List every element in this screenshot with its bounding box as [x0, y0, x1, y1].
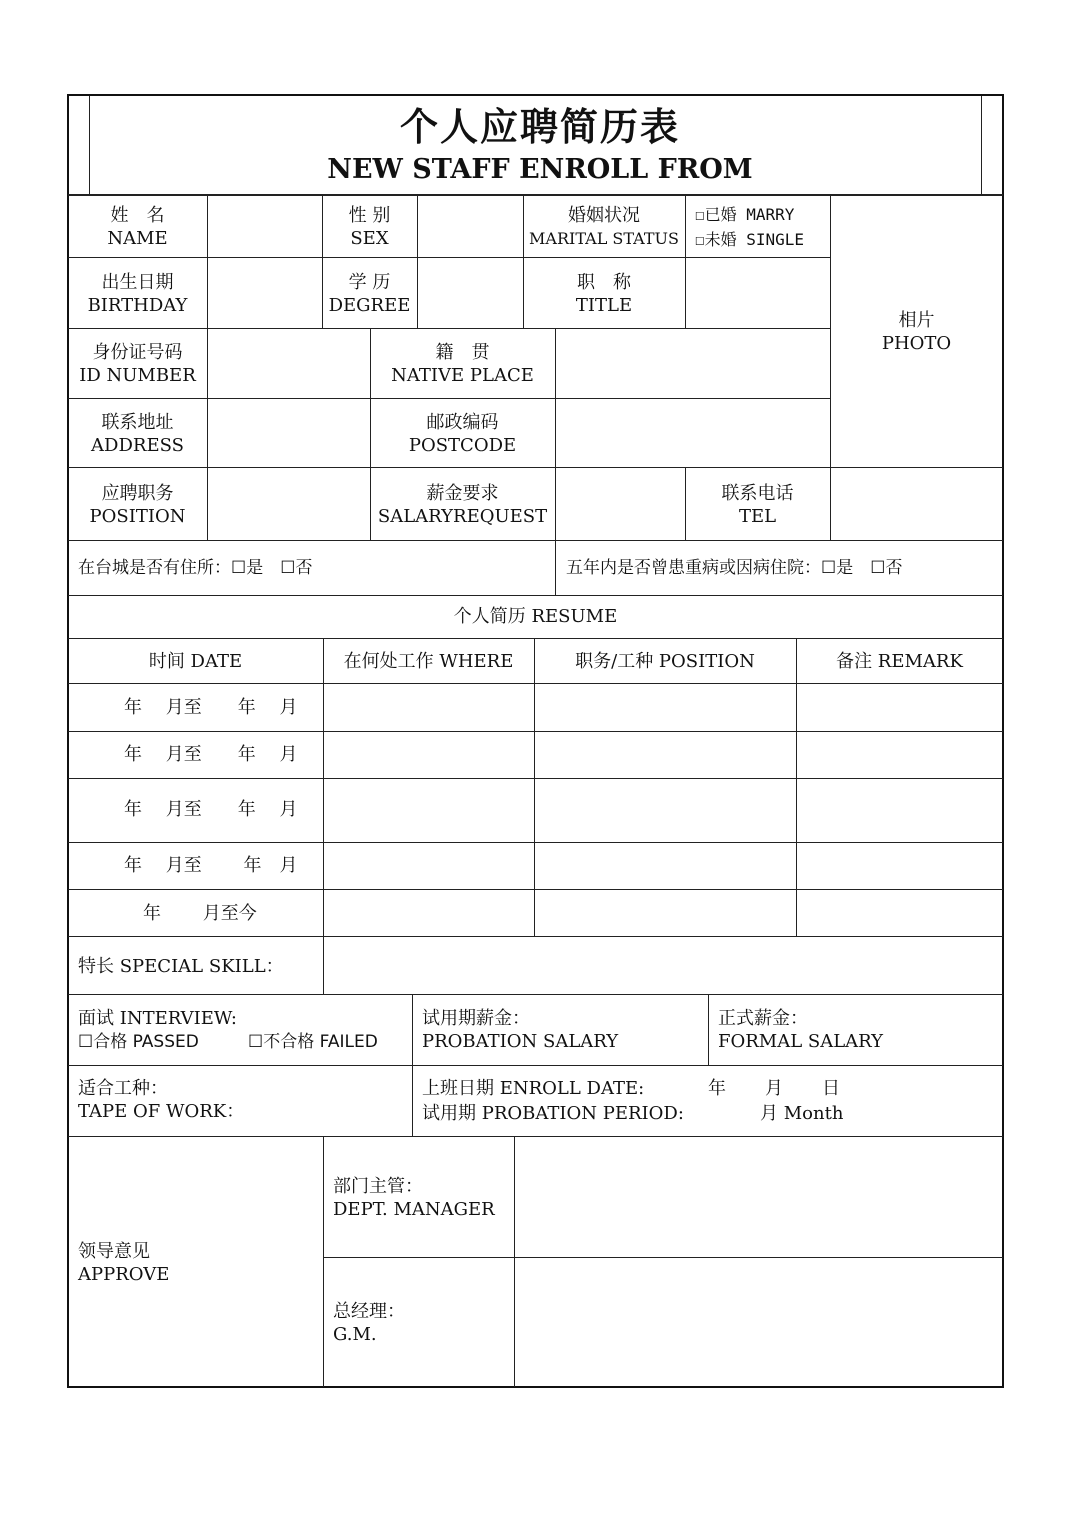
rule-r3	[68, 398, 830, 399]
rule-r17	[323, 1257, 1003, 1258]
name-label: 姓 名 NAME	[107, 205, 168, 249]
rule-r14	[68, 994, 1003, 995]
probation-salary-label: 试用期薪金： PROBATION SALARY	[422, 1008, 619, 1052]
native-place-label: 籍 贯 NATIVE PLACE	[391, 342, 534, 386]
resume-col-where: 在何处工作 WHERE	[343, 651, 514, 672]
vrule-m	[412, 994, 413, 1136]
title-label: 职 称 TITLE	[575, 272, 633, 316]
rule-r2	[68, 328, 830, 329]
rule-r13	[68, 936, 1003, 937]
resume-row-date: 年 月至 年 月	[124, 697, 298, 718]
rule-r4	[68, 467, 1003, 468]
sex-label: 性 别 SEX	[348, 205, 391, 249]
formal-salary-label: 正式薪金： FORMAL SALARY	[718, 1008, 884, 1052]
residence-question[interactable]: 在台城是否有住所：☐是 ☐否	[78, 558, 313, 578]
birthday-label: 出生日期 BIRTHDAY	[87, 272, 188, 316]
rule-r12	[68, 889, 1003, 890]
dept-manager-label: 部门主管： DEPT. MANAGER	[333, 1176, 495, 1220]
vrule-n	[708, 994, 709, 1065]
rule-header	[68, 194, 1003, 196]
photo-label: 相片 PHOTO	[881, 310, 952, 354]
resume-col-date: 时间 DATE	[148, 651, 243, 672]
id-number-label: 身份证号码 ID NUMBER	[79, 342, 196, 386]
rule-r1	[68, 257, 830, 258]
enroll-day: 日	[822, 1078, 840, 1099]
enroll-year: 年	[708, 1078, 726, 1099]
vrule-f	[830, 195, 831, 540]
rule-r8	[68, 683, 1003, 684]
position-label: 应聘职务 POSITION	[89, 483, 186, 527]
rule-r5	[68, 540, 1003, 541]
vrule-l	[796, 638, 797, 936]
rule-r10	[68, 778, 1003, 779]
tel-label: 联系电话 TEL	[721, 483, 794, 527]
enroll-date-label: 上班日期 ENROLL DATE:	[422, 1078, 645, 1099]
interview-label: 面试 INTERVIEW:	[78, 1008, 237, 1029]
special-skill-label: 特长 SPECIAL SKILL：	[78, 956, 284, 977]
marital-label: 婚姻状况 MARITAL STATUS	[529, 205, 679, 248]
page-title: 个人应聘简历表	[399, 104, 680, 149]
resume-col-remark: 备注 REMARK	[836, 651, 963, 672]
resume-col-position: 职务/工种 POSITION	[575, 651, 755, 672]
vrule-e	[685, 195, 686, 328]
rule-r11	[68, 842, 1003, 843]
work-type-label: 适合工种： TAPE OF WORK：	[78, 1078, 245, 1122]
vrule-c	[417, 195, 418, 328]
vrule-j	[323, 638, 324, 994]
probation-period-label: 试用期 PROBATION PERIOD:	[422, 1103, 684, 1124]
postcode-label: 邮政编码 POSTCODE	[408, 412, 517, 456]
address-label: 联系地址 ADDRESS	[91, 412, 184, 456]
rule-r6	[68, 595, 1003, 596]
approve-label: 领导意见 APPROVE	[78, 1241, 170, 1285]
vrule-o	[323, 1136, 324, 1387]
probation-period-unit: 月 Month	[760, 1103, 844, 1124]
resume-title: 个人简历 RESUME	[453, 606, 618, 627]
vrule-p	[514, 1136, 515, 1387]
rule-r7	[68, 638, 1003, 639]
header-right-rule	[981, 96, 982, 194]
salary-request-label: 薪金要求 SALARYREQUEST	[377, 483, 548, 527]
rule-r16	[68, 1136, 1003, 1137]
vrule-a	[207, 195, 208, 540]
marital-option-single[interactable]: ☐未婚 SINGLE	[695, 230, 805, 249]
resume-row-date: 年 月至 年 月	[124, 799, 298, 820]
interview-failed-checkbox[interactable]: ☐不合格 FAILED	[248, 1032, 378, 1052]
rule-r9	[68, 731, 1003, 732]
vrule-h	[555, 328, 556, 595]
rule-r15	[68, 1065, 1003, 1066]
marital-option-married[interactable]: ☐已婚 MARRY	[695, 205, 795, 224]
illness-question[interactable]: 五年内是否曾患重病或因病住院：☐是 ☐否	[566, 558, 903, 578]
enroll-month: 月	[765, 1078, 783, 1099]
resume-row-date: 年 月至 年 月	[124, 855, 298, 876]
degree-label: 学 历 DEGREE	[328, 272, 411, 316]
resume-row-date: 年 月至今	[143, 903, 257, 924]
resume-row-date: 年 月至 年 月	[124, 744, 298, 765]
gm-label: 总经理： G.M.	[333, 1301, 405, 1345]
vrule-k	[534, 638, 535, 936]
page-subtitle: NEW STAFF ENROLL FROM	[327, 154, 753, 185]
interview-passed-checkbox[interactable]: ☐合格 PASSED	[78, 1032, 199, 1052]
header-left-rule	[89, 96, 90, 194]
